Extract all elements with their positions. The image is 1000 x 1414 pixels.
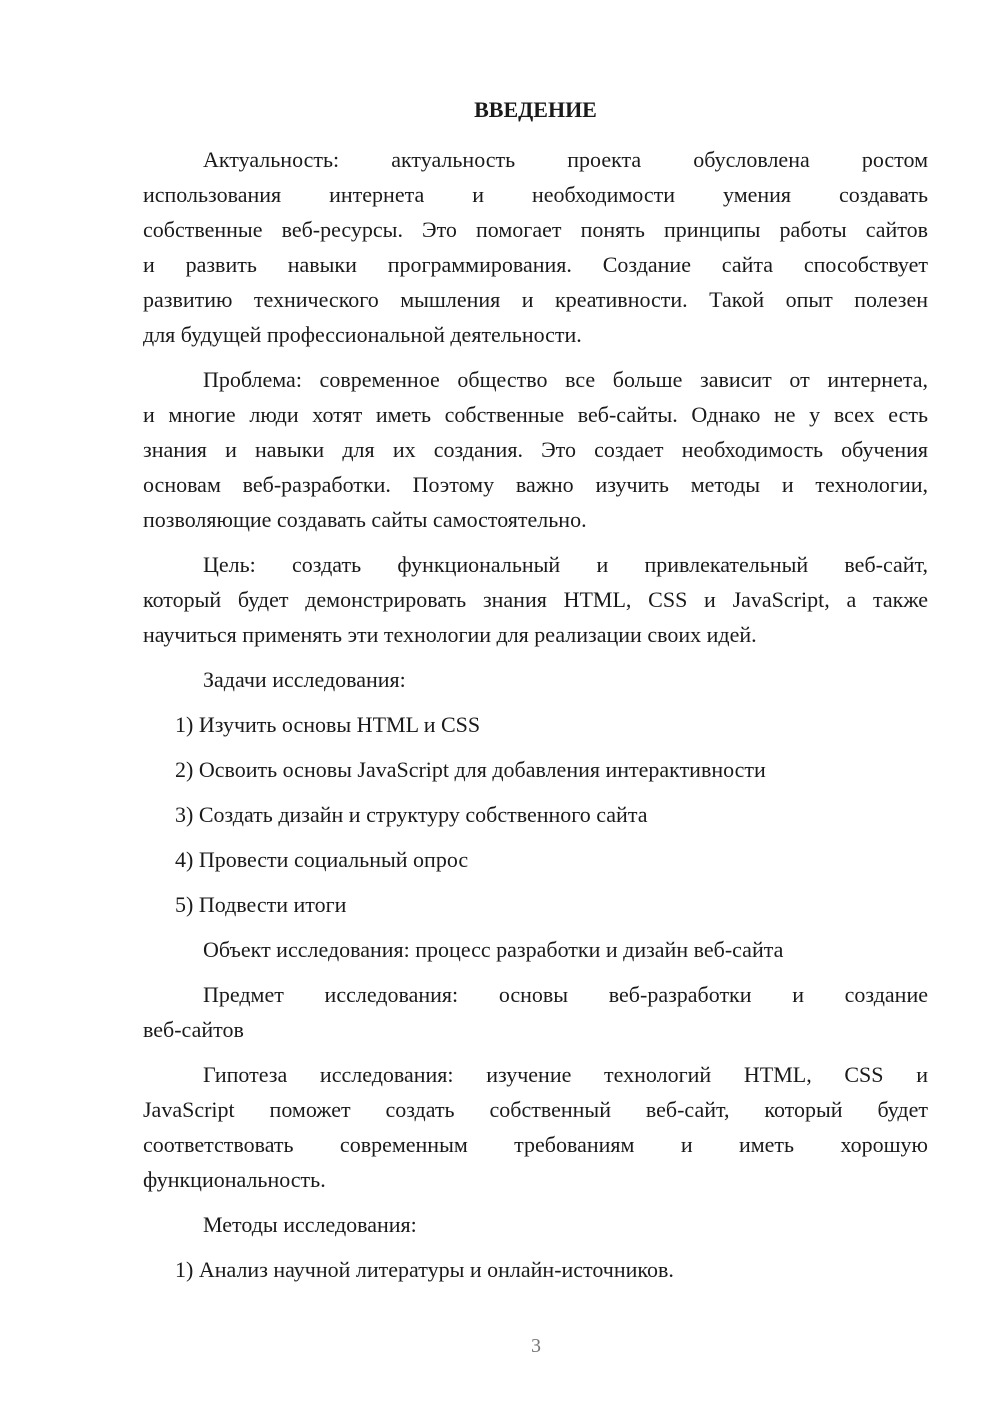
text-line: знания и навыки для их создания. Это создает необходимость обучения <box>143 437 928 462</box>
text-line: основам веб-разработки. Поэтому важно изучить методы и технологии, <box>143 472 928 497</box>
list-item: 4) Провести социальный опрос <box>175 847 469 872</box>
paragraph-goal <box>143 547 928 652</box>
list-item: 5) Подвести итоги <box>175 892 347 917</box>
list-item: 1) Анализ научной литературы и онлайн-источников. <box>175 1257 674 1282</box>
text-line: веб-сайтов <box>143 1017 244 1042</box>
paragraph-subject <box>143 977 928 1047</box>
text-line: и развить навыки программирования. Создание сайта способствует <box>143 252 928 277</box>
text-line: соответствовать современным требованиям и иметь хорошую <box>143 1132 928 1157</box>
text-line: для будущей профессиональной деятельности. <box>143 322 582 347</box>
paragraph-hypothesis <box>143 1057 928 1197</box>
text-line: научиться применять эти технологии для реализации своих идей. <box>143 622 757 647</box>
text-line: который будет демонстрировать знания HTML, CSS и JavaScript, а также <box>143 587 928 612</box>
list-item: 2) Освоить основы JavaScript для добавления интерактивности <box>175 757 766 782</box>
list-item: 1) Изучить основы HTML и CSS <box>175 712 481 737</box>
text-line: JavaScript поможет создать собственный веб-сайт, который будет <box>143 1097 928 1122</box>
paragraph-object: Объект исследования: процесс разработки и дизайн веб-сайта <box>203 937 784 962</box>
text-line: позволяющие создавать сайты самостоятельно. <box>143 507 587 532</box>
text-line: использования интернета и необходимости умения создавать <box>143 182 928 207</box>
paragraph-relevance <box>143 142 928 352</box>
tasks-list <box>143 707 928 922</box>
text-line: и многие люди хотят иметь собственные веб-сайты. Однако не у всех есть <box>143 402 928 427</box>
text-line: Предмет исследования: основы веб-разработки и создание <box>203 982 928 1007</box>
tasks-heading: Задачи исследования: <box>203 667 406 692</box>
paragraph-problem <box>143 362 928 537</box>
text-line: Проблема: современное общество все больше зависит от интернета, <box>203 367 928 392</box>
section-title: ВВЕДЕНИЕ <box>474 97 597 122</box>
text-line: функциональность. <box>143 1167 326 1192</box>
list-item: 3) Создать дизайн и структуру собственного сайта <box>175 802 648 827</box>
methods-heading: Методы исследования: <box>203 1212 417 1237</box>
text-line: Гипотеза исследования: изучение технологий HTML, CSS и <box>203 1062 928 1087</box>
text-line: Цель: создать функциональный и привлекательный веб-сайт, <box>203 552 928 577</box>
text-line: развитию технического мышления и креативности. Такой опыт полезен <box>143 287 928 312</box>
document-page <box>143 92 928 1297</box>
text-line: собственные веб-ресурсы. Это помогает понять принципы работы сайтов <box>143 217 928 242</box>
page-number: 3 <box>531 1335 541 1357</box>
text-line: Актуальность: актуальность проекта обусловлена ростом <box>203 147 928 172</box>
methods-list <box>143 1252 928 1287</box>
